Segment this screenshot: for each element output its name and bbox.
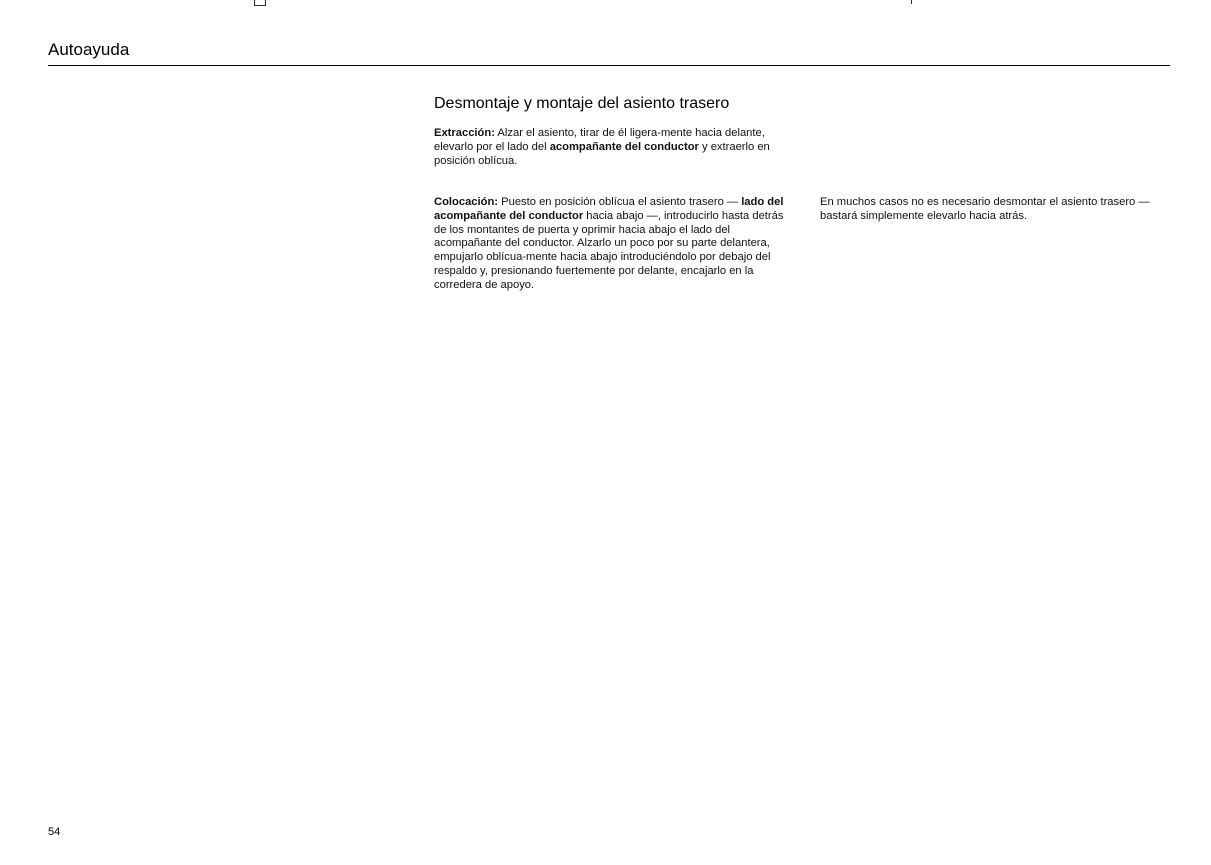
page-number: 54 <box>48 826 61 838</box>
page-title: Desmontaje y montaje del asiento trasero <box>434 95 730 112</box>
colocacion-text-end: hacia abajo —, introducirlo hasta detrás de los montantes de puerta y oprimir hacia abajo el lado del acompañante del conductor. Alzarlo un poco por su parte delantera, empujarlo oblícua-mente hacia abajo introduciéndolo por debajo del respaldo y, presionando fuertemente por delante, encajarlo en la corredera de apoyo. <box>434 209 784 291</box>
extraccion-text-end: y extraerlo en posición oblícua. <box>434 140 770 167</box>
paragraph-extraccion <box>434 127 794 168</box>
section-header: Autoayuda <box>48 40 130 59</box>
side-note <box>820 196 1150 224</box>
colocacion-bold: lado del acompañante del conductor <box>434 196 784 222</box>
extraccion-label: Extracción: <box>434 127 495 139</box>
scan-mark <box>907 0 912 4</box>
extraccion-bold: acompañante del conductor <box>549 140 699 153</box>
header-rule <box>48 65 1170 66</box>
colocacion-label: Colocación: <box>434 196 499 208</box>
colocacion-text: Puesto en posición oblícua el asiento trasero — <box>498 196 742 208</box>
side-note-text: En muchos casos no es necesario desmontar el asiento trasero — bastará simplemente elevarlo hacia atrás. <box>820 196 1150 222</box>
paragraph-colocacion <box>434 196 794 293</box>
scan-mark <box>254 0 266 6</box>
extraccion-text: Alzar el asiento, tirar de él ligera-mente hacia delante, elevarlo por el lado del <box>434 127 765 153</box>
